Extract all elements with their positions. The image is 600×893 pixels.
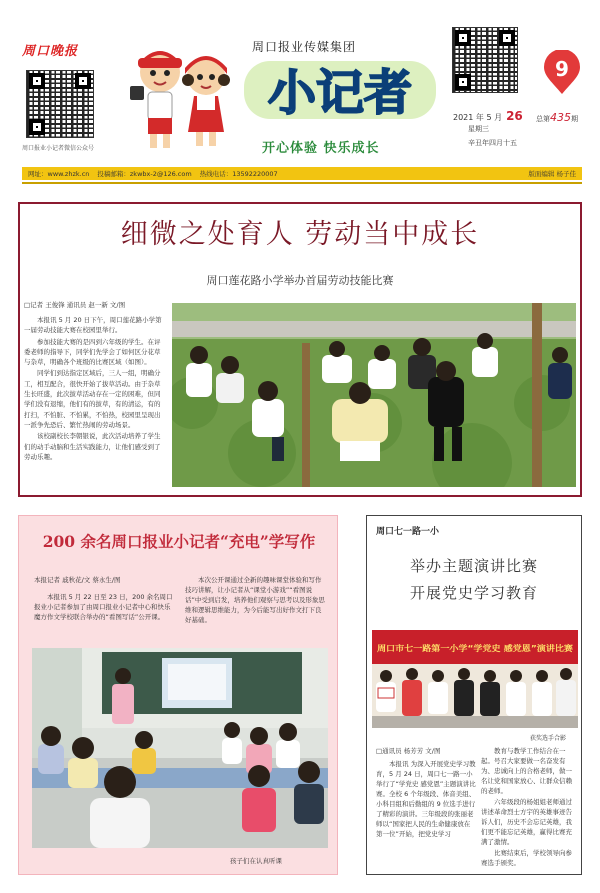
newspaper-logo: 周口晚报 <box>22 44 79 59</box>
article-1-title: 细微之处育人 劳动当中成长 <box>120 219 480 250</box>
info-bar <box>22 167 582 180</box>
total-issue <box>536 111 578 124</box>
total-label: 总第 <box>536 115 550 123</box>
article-3-caption: 获奖选手合影 <box>530 735 567 742</box>
article-2-column-2: 本次公开课通过全新的趣味课堂体验和写作技巧讲解，让小记者从“课堂小游戏”“看图说话”中受到启发，培养他们观察与思考以及形象思维和逻辑思维能力，为今后能写出好作文打下良好基础。 <box>185 576 325 624</box>
article-3-paragraph: 六年级段的杨姐姐老师通过讲述革命烈士方宇的英雄事迹告诉人们，历史不会忘记英雄，我们更不能忘记英雄，赢得比赛充满了激情。 <box>481 798 572 846</box>
page-number: 9 <box>555 57 569 81</box>
total-number: 435 <box>550 111 571 124</box>
article-2-column-1: 本报讯 5 月 22 日至 23 日，200 余名周口报业小记者参加了由周口报业小记者中心和快乐魔方作文学校联合举办的“看图写话”公开课。 <box>34 593 173 621</box>
article-3-kicker: 周口七一路一小 <box>376 527 440 537</box>
article-3-photo <box>372 630 578 728</box>
article-1-byline: □记者 王俊锋 通讯员 赵一新 文/图 <box>24 301 126 309</box>
article-1-paragraph: 本报讯 5 月 20 日下午，周口莲花路小学第一届劳动技能大赛在校园里举行。 <box>24 316 162 335</box>
hotline: 热线电话：13592220007 <box>199 170 278 178</box>
article-1-paragraph: 该校副校长李朝银说，此次活动培养了学生们的动手动脑和生活实践能力，让他们感受到了劳动乐趣。 <box>24 432 161 461</box>
article-1-body <box>24 315 164 495</box>
brand-logo <box>240 55 440 125</box>
article-2-title: 200 余名周口报业小记者“充电”学写作 <box>42 532 316 551</box>
lunar-date: 辛丑年四月十五 <box>468 139 517 147</box>
weekday: 星期三 <box>468 125 489 133</box>
total-suffix: 期 <box>571 115 578 123</box>
article-3-column-2 <box>481 746 577 869</box>
article-2-photo <box>32 648 328 848</box>
article-1-paragraph: 参加技能大赛的是四到六年级的学生。在评委老师的指导下，同学们先学会了如何区分花草与杂草，明确各个班级的比赛区域（如图）。 <box>24 337 161 367</box>
article-1-paragraph: 同学们到达指定区域后，三人一组，明确分工，相互配合，很快开始了拔草活动。由于杂草生长旺盛，此次拔草活动存在一定的困难，但同学们没有退缩，他们有的拔草，有的清运，有的打扫，不怕脏、不怕累，不怕热，校园里呈现出一派争先恐后、繁忙热闹的劳动场景。 <box>24 369 161 429</box>
article-3-paragraph: 比赛结束后，学校领导向参赛选手颁奖。 <box>481 849 572 867</box>
website-link[interactable]: 网址：www.zhzk.cn <box>28 170 90 178</box>
brand-text: 小记者 <box>267 65 413 121</box>
article-2-byline: 本报记者 戚秋花/文 蔡永生/图 <box>34 576 121 584</box>
article-3-paragraph: 教育与教学工作结合在一起。号召大家要做一名奋发有为、忠诚向上的合格老师，做一名让党和国家放心、让群众信赖的老师。 <box>481 747 572 795</box>
page-number-badge <box>542 50 582 96</box>
page-editor: 版面编辑 杨子佳 <box>528 170 576 178</box>
article-1-photo <box>172 303 576 487</box>
qr-code-right <box>452 27 518 93</box>
publisher-name: 周口报业传媒集团 <box>252 40 357 54</box>
slogan: 开心体验 快乐成长 <box>262 141 380 156</box>
email-link[interactable]: 投稿邮箱：zkwbx-2@126.com <box>97 170 192 178</box>
article-3-title-line-2: 开展党史学习教育 <box>409 584 538 602</box>
qr-caption: 周口报业小记者微信公众号 <box>22 145 95 152</box>
banner-text: 周口市七一路第一小学“学党史 感党恩”演讲比赛 <box>377 644 551 653</box>
article-1-subtitle: 周口莲花路小学举办首届劳动技能比赛 <box>206 274 394 287</box>
article-3-column-1: 本报讯 为深入开展党史学习教育，5 月 24 日，周口七一路一小举行了“学党史 感党恩”主题演讲比赛。全校 6 个年级段、体音美组、小科目组和后勤组的 9 位选手进行了精彩的演讲。三年级段的张丽老师以“国家把人民的生命健康放在第一位”开始，把党史学习 <box>376 760 476 838</box>
article-3-title-line-1: 举办主题演讲比赛 <box>409 557 538 575</box>
qr-code-left <box>26 70 94 138</box>
article-2-caption: 孩子们在认真听课 <box>230 857 282 865</box>
article-3-byline: □通讯员 杨芳芳 文/图 <box>376 747 441 755</box>
issue-date-month: 2021 年 5 月 <box>453 113 503 122</box>
issue-date-day: 26 <box>506 109 523 123</box>
mascot-illustration <box>122 40 242 155</box>
issue-date <box>453 109 527 123</box>
masthead-divider <box>22 182 582 184</box>
